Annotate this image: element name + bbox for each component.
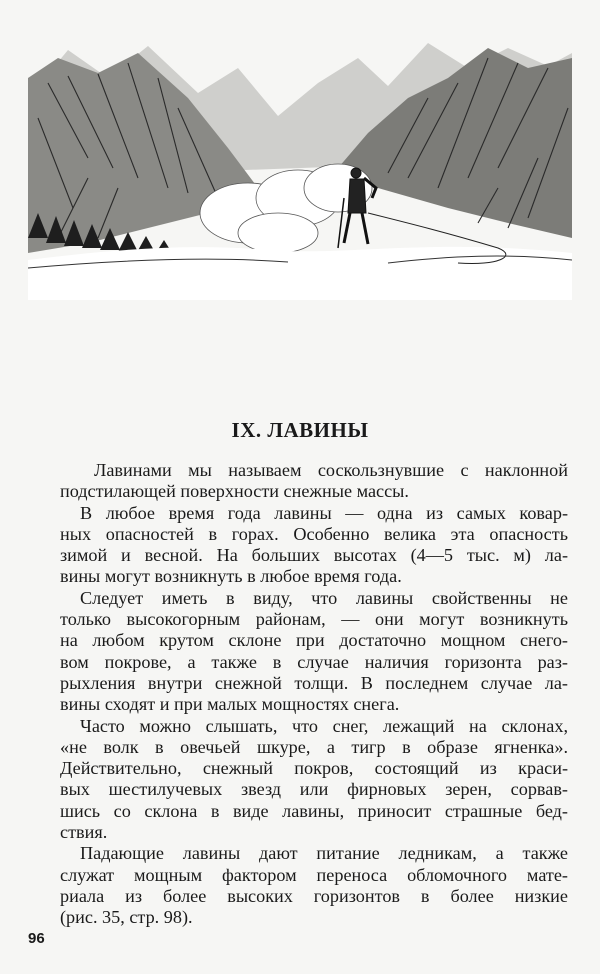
paragraph-5-cont: [60, 886, 568, 907]
illustration-drawing: [28, 38, 572, 300]
paragraph-1-end: [60, 481, 568, 502]
paragraph-4-cont: [60, 779, 568, 800]
paragraph-3-cont: [60, 609, 568, 630]
paragraph-2: [60, 503, 568, 524]
paragraph-2-cont: [60, 524, 568, 545]
text-line: Падающие лавины дают питание ледникам, а также: [80, 843, 568, 864]
text-line: вины сходят и при малых мощностях снега.: [60, 694, 400, 715]
paragraph-3: [60, 588, 568, 609]
text-line: вины могут возникнуть в любое время года.: [60, 566, 402, 587]
text-line: риала из более высоких горизонтов в более низкие: [60, 885, 568, 906]
text-line: вом покрове, а также в случае наличия горизонта раз-: [60, 651, 568, 672]
page-number: 96: [28, 930, 45, 947]
paragraph-1: [60, 460, 568, 481]
paragraph-2-cont: [60, 545, 568, 566]
paragraph-4-cont: [60, 737, 568, 758]
text-line: рыхления внутри снежной толщи. В последнем случае ла-: [60, 672, 568, 693]
text-line: только высокогорным районам, — они могут возникнуть: [60, 609, 568, 630]
text-line: на любом крутом склоне при достаточно мощном снего-: [60, 630, 568, 651]
text-line: Часто можно слышать, что снег, лежащий на склонах,: [80, 715, 568, 736]
paragraph-4-end: [60, 822, 568, 843]
paragraph-4-cont: [60, 801, 568, 822]
paragraph-4-cont: [60, 758, 568, 779]
paragraph-2-end: [60, 566, 568, 587]
text-line: Лавинами мы называем соскользнувшие с наклонной: [94, 460, 568, 480]
body-text: [60, 460, 568, 929]
paragraph-3-cont: [60, 652, 568, 673]
text-line: В любое время года лавины — одна из самых ковар-: [80, 502, 568, 523]
text-line: Действительно, снежный покров, состоящий из краси-: [60, 758, 568, 779]
paragraph-3-cont: [60, 630, 568, 651]
text-line: зимой и весной. На больших высотах (4—5 тыс. м) ла-: [60, 545, 568, 566]
text-line: ствия.: [60, 822, 108, 843]
paragraph-3-end: [60, 694, 568, 715]
text-line: шись со склона в виде лавины, приносит страшные бед-: [60, 800, 568, 821]
text-line: подстилающей поверхности снежные массы.: [60, 481, 409, 502]
chapter-title: IX. ЛАВИНЫ: [231, 418, 369, 442]
paragraph-3-cont: [60, 673, 568, 694]
text-line: «не волк в овечьей шкуре, а тигр в образе ягненка».: [60, 736, 568, 757]
paragraph-5-end: [60, 907, 568, 928]
text-line: вых шестилучевых звезд или фирновых зерен, сорвав-: [60, 779, 568, 800]
mountain-avalanche-illustration: [28, 38, 572, 300]
text-line: Следует иметь в виду, что лавины свойственны не: [80, 587, 568, 608]
text-line: (рис. 35, стр. 98).: [60, 907, 193, 928]
paragraph-5: [60, 843, 568, 864]
text-line: служат мощным фактором переноса обломочного мате-: [60, 864, 568, 885]
paragraph-4: [60, 716, 568, 737]
text-line: ных опасностей в горах. Особенно велика эта опасность: [60, 523, 568, 544]
paragraph-5-cont: [60, 865, 568, 886]
